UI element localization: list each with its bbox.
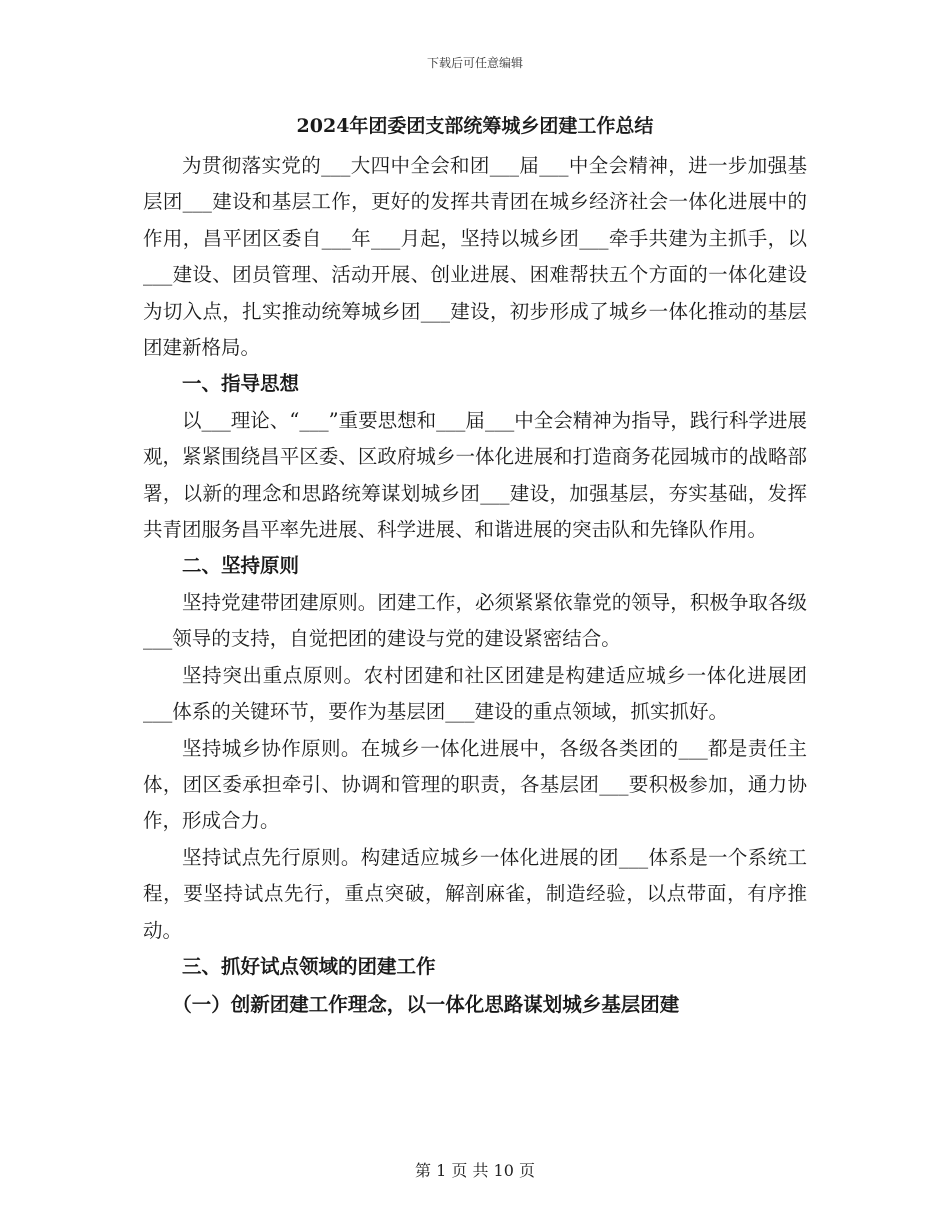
subsection-heading-innovation: （一）创新团建工作理念，以一体化思路谋划城乡基层团建 (172, 993, 680, 1017)
principle-paragraph-cooperation: 坚持城乡协作原则。在城乡一体化进展中，各级各类团的___都是责任主体，团区委承担牵引、协调和管理的职责，各基层团___要积极参加，通力协作，形成合力。 (143, 736, 807, 833)
intro-paragraph: 为贯彻落实党的___大四中全会和团___届___中全会精神，进一步加强基层团___建设和基层工作，更好的发挥共青团在城乡经济社会一体化进展中的作用，昌平团区委自___年___月起，坚持以城乡团___牵手共建为主抓手，以___建设、团员管理、活动开展、创业进展、困难帮扶五个方面的一体化建设为切入点，扎实推动统筹城乡团___建设，初步形成了城乡一体化推动的基层团建新格局。 (143, 154, 807, 360)
principle-paragraph-key-focus: 坚持突出重点原则。农村团建和社区团建是构建适应城乡一体化进展团___体系的关键环节，要作为基层团___建设的重点领域，抓实抓好。 (143, 663, 807, 724)
guiding-thought-paragraph: 以___理论、“___”重要思想和___届___中全会精神为指导，践行科学进展观，紧紧围绕昌平区委、区政府城乡一体化进展和打造商务花园城市的战略部署，以新的理念和思路统筹谋划城乡团___建设，加强基层，夯实基础，发挥共青团服务昌平率先进展、科学进展、和谐进展的突击队和先锋队作用。 (143, 408, 807, 542)
document-title: 2024年团委团支部统筹城乡团建工作总结 (296, 115, 654, 137)
header-note: 下载后可任意编辑 (426, 56, 523, 70)
section-heading-pilot-work: 三、抓好试点领域的团建工作 (182, 954, 436, 978)
section-heading-guiding-thought: 一、指导思想 (182, 372, 300, 396)
document-body (143, 110, 807, 1024)
page-footer: 第 1 页 共 10 页 (415, 1161, 535, 1180)
principle-paragraph-party-building: 坚持党建带团建原则。团建工作，必须紧紧依靠党的领导，积极争取各级___领导的支持，自觉把团的建设与党的建设紧密结合。 (143, 590, 807, 651)
section-heading-principles: 二、坚持原则 (182, 554, 300, 578)
principle-paragraph-pilot-first: 坚持试点先行原则。构建适应城乡一体化进展的团___体系是一个系统工程，要坚持试点先行，重点突破，解剖麻雀，制造经验，以点带面，有序推动。 (143, 845, 807, 942)
